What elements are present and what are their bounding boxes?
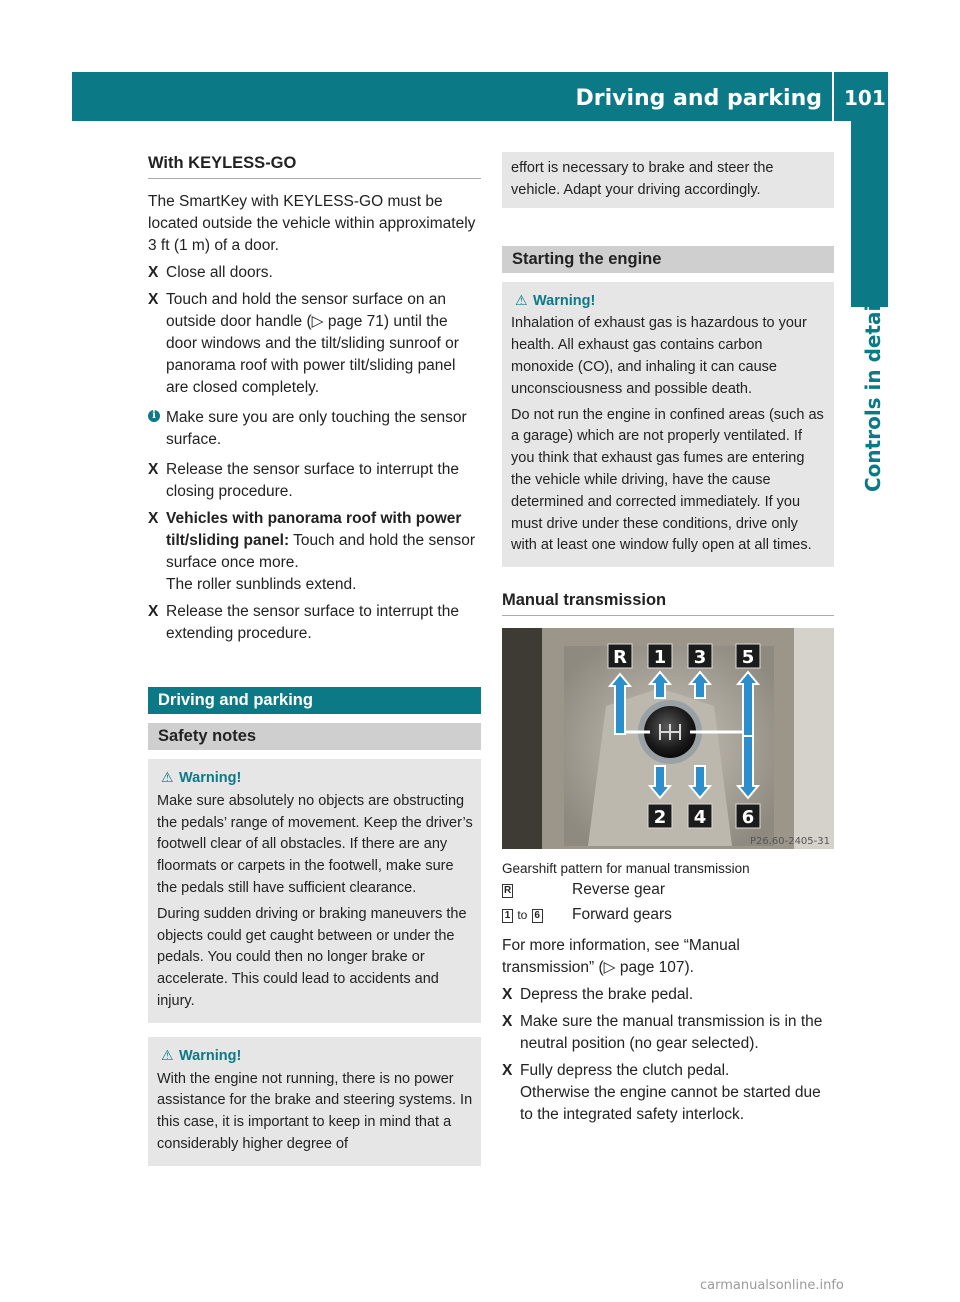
- step-marker-icon: X: [148, 510, 159, 527]
- watermark: carmanualsonline.info: [700, 1278, 844, 1293]
- cross-reference: For more information, see “Manual transmission” (▷ page 107).: [502, 937, 740, 977]
- warning-text: Make sure absolutely no objects are obstructing the pedals’ range of movement. Keep the driver’s footwell clear of all obstacles. If there are any floormats or carpets in the footwell, make sure the pedals still have sufficient clearance.: [157, 792, 473, 896]
- left-column: [148, 152, 481, 1166]
- gear-label-3: 3: [693, 647, 707, 669]
- warning-text: With the engine not running, there is no power assistance for the brake and steering systems. In this case, it is important to keep in mind that a considerably higher degree of: [157, 1070, 473, 1152]
- step-marker-icon: X: [502, 986, 513, 1004]
- page-number: 101: [844, 86, 886, 110]
- page-title: Driving and parking: [575, 86, 822, 111]
- header-divider: [832, 72, 834, 121]
- warning-triangle-icon: ⚠: [161, 769, 174, 785]
- warning-box: ⚠ Warning! Make sure absolutely no objects are obstructing the pedals’ range of movement. Keep the driver’s footwell clear of all obstacles. If there are any floormats or carpets in the footwell, make sure the pedals still have sufficient clearance. During sudden driving or braking maneuvers the objects could get caught between or under the pedals. You could then no longer brake or accelerate. This could lead to accidents and injury.: [148, 759, 481, 1023]
- gear-label-r: R: [613, 647, 627, 669]
- gearshift-diagram: [502, 628, 834, 849]
- instruction-step: X Make sure the manual transmission is in the neutral position (no gear selected).: [502, 1013, 823, 1053]
- legend-row: R Reverse gear: [504, 881, 666, 899]
- warning-box: ⚠ Warning! Inhalation of exhaust gas is hazardous to your health. All exhaust gas contains carbon monoxide (CO), and inhaling it can cause unconsciousness and possible death. Do not run the engine in confined areas (such as a garage) which are not properly ventilated. If you think that exhaust gas fumes are entering the vehicle while driving, have the cause determined and corrected immediately. If you must drive under these conditions, drive only with at least one window fully open at all times.: [502, 282, 834, 568]
- step-marker-icon: X: [502, 1013, 513, 1031]
- right-column: [502, 152, 834, 1131]
- chapter-tab: [851, 121, 888, 307]
- manual-transmission-heading: Manual transmission: [502, 589, 834, 616]
- info-icon: i: [148, 410, 160, 422]
- warning-triangle-icon: ⚠: [515, 291, 528, 308]
- gear-label-2: 2: [653, 807, 667, 829]
- gear-label-1: 1: [653, 647, 667, 669]
- gear-label-6: 6: [741, 807, 755, 829]
- gear-label-4: 4: [693, 807, 707, 829]
- gearshift-photo: [502, 628, 834, 849]
- instruction-step: X Release the sensor surface to interrupt the extending procedure.: [148, 603, 459, 642]
- gear-6-glyph: 6: [532, 909, 543, 923]
- instruction-step: X Release the sensor surface to interrupt the closing procedure.: [148, 461, 459, 500]
- warning-box-continued: effort is necessary to brake and steer the vehicle. Adapt your driving accordingly.: [502, 152, 834, 208]
- warning-text: Do not run the engine in confined areas (such as a garage) which are not properly ventilated. If you think that exhaust gas fumes are entering the vehicle while driving, have the cause determined and corrected immediately. If you must drive under these conditions, drive only with at least one window fully open at all times.: [511, 406, 824, 554]
- step-result: The roller sunblinds extend.: [166, 576, 357, 593]
- warning-text: Inhalation of exhaust gas is hazardous to your health. All exhaust gas contains carbon monoxide (CO), and inhaling it can cause unconsciousness and possible death.: [511, 315, 807, 397]
- warning-box: ⚠ Warning! With the engine not running, there is no power assistance for the brake and steering systems. In this case, it is important to keep in mind that a considerably higher degree of: [148, 1037, 481, 1166]
- reverse-gear-glyph: R: [504, 885, 512, 897]
- step-marker-icon: X: [148, 291, 159, 308]
- chapter-tab-label: Controls in detail: [861, 297, 885, 492]
- instruction-step: X Touch and hold the sensor surface on an outside door handle (▷ page 71) until the door windows and the tilt/sliding sunroof or panorama roof with power tilt/sliding panel are closed completely.: [148, 291, 459, 396]
- figure-code: P26.60-2405-31: [749, 836, 830, 848]
- info-note: i Make sure you are only touching the sensor surface.: [148, 407, 481, 451]
- step-marker-icon: X: [148, 603, 159, 620]
- step-marker-icon: X: [148, 461, 159, 478]
- instruction-step: X Depress the brake pedal.: [502, 984, 834, 1006]
- legend-row: 1 to 6 Forward gears: [502, 904, 834, 929]
- figure-caption: Gearshift pattern for manual transmission: [502, 861, 750, 877]
- warning-triangle-icon: ⚠: [161, 1046, 174, 1063]
- keyless-heading: With KEYLESS-GO: [148, 152, 481, 179]
- instruction-step: X Close all doors.: [148, 262, 481, 284]
- gear-label-5: 5: [741, 647, 755, 669]
- gear-1-glyph: 1: [502, 909, 513, 923]
- subsection-banner: Starting the engine: [502, 246, 834, 273]
- keyless-intro: The SmartKey with KEYLESS-GO must be located outside the vehicle within approximately 3 ft (1 m) of a door.: [148, 193, 476, 254]
- warning-text: During sudden driving or braking maneuvers the objects could get caught between or under the pedals. You could then no longer brake or accelerate. This could lead to accidents and injury.: [157, 905, 467, 1009]
- step-marker-icon: X: [148, 264, 159, 281]
- step-result: Otherwise the engine cannot be started due to the integrated safety interlock.: [520, 1084, 821, 1124]
- instruction-step: X Fully depress the clutch pedal. Otherwise the engine cannot be started due to the integrated safety interlock.: [502, 1062, 821, 1124]
- step-marker-icon: X: [502, 1062, 513, 1080]
- subsection-banner: Safety notes: [148, 723, 481, 750]
- section-banner: Driving and parking: [148, 687, 481, 714]
- instruction-step: X Vehicles with panorama roof with power tilt/sliding panel: Touch and hold the sensor surface once more. The roller sunblinds extend.: [148, 510, 475, 593]
